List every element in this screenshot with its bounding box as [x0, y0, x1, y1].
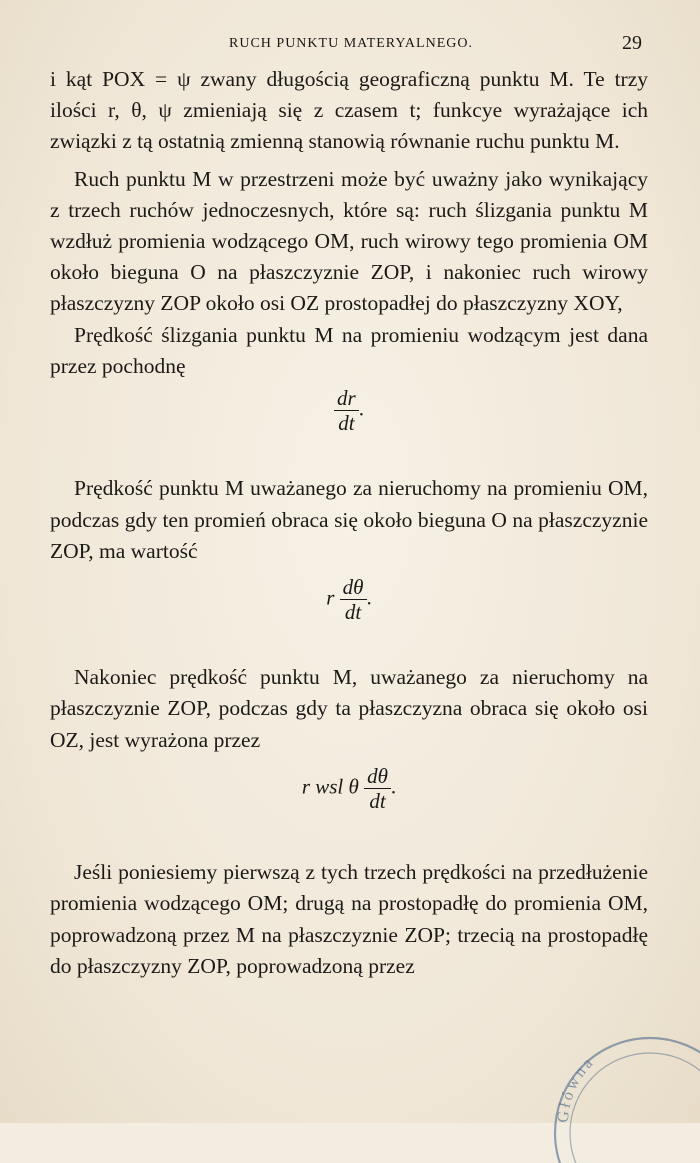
fraction-denominator: dt [338, 411, 355, 436]
fraction-numerator: dθ [364, 764, 391, 789]
formula-period: . [366, 585, 372, 610]
paragraph-4: Prędkość punktu M uważanego za nieruchomy na promieniu OM, podczas gdy ten promień obraca się około bieguna O na płaszczyznie ZOP, ma wartość [50, 476, 648, 563]
paragraph-5: Nakoniec prędkość punktu M, uważanego za nieruchomy na płaszczyznie ZOP, podczas gdy ta płaszczyzna obraca się około osi OZ, jest wyrażona przez [50, 665, 648, 752]
formula-r-wsl-theta [50, 764, 648, 813]
formula-r-dtheta-dt [50, 575, 648, 624]
formula-dr-dt [50, 386, 648, 435]
fraction-numerator: dθ [340, 575, 367, 600]
svg-text:Główna [555, 1053, 598, 1124]
library-stamp [540, 1013, 700, 1163]
stamp-text: Główna [554, 1052, 599, 1124]
paragraph-6: Jeśli poniesiemy pierwszą z tych trzech prędkości na przedłużenie promienia wodzącego OM; drugą na prostopadłę do promienia OM, poprowadzoną przez M na płaszczyznie ZOP; trzecią na prostopadłę do płaszczyzny ZOP, poprowadzoną przez [50, 860, 648, 978]
fraction-denominator: dt [344, 600, 362, 625]
fraction [364, 764, 391, 813]
formula-period: . [390, 774, 397, 799]
page-body [50, 64, 648, 982]
paragraph-1: i kąt POX = ψ zwany długością geograficzną punktu M. Te trzy ilości r, θ, ψ zmieniają się z czasem t; funkcye wyrażające ich związki z tą ostatnią zmienną stanowią równanie ruchu punktu M. [50, 67, 648, 154]
formula-period: . [358, 396, 364, 421]
page-number: 29 [622, 32, 642, 54]
fraction-denominator: dt [369, 788, 386, 813]
fraction [334, 386, 359, 435]
paragraph-2: Ruch punktu M w przestrzeni może być uważny jako wynikający z trzech ruchów jednoczesnych, które są: ruch ślizgania punktu M wzdłuż promienia wodzącego OM, ruch wirowy tego promienia OM około bieguna O na płaszczyznie ZOP, i nakoniec ruch wirowy płaszczyzny ZOP około osi OZ prostopadłej do płaszczyzny XOY, [50, 166, 648, 316]
paragraph-3: Prędkość ślizgania punktu M na promieniu wodzącym jest dana przez pochodnę [50, 322, 648, 378]
formula-prefix: r [326, 585, 335, 610]
running-title: RUCH PUNKTU MATERYALNEGO. [229, 36, 473, 51]
fraction-numerator: dr [334, 386, 359, 411]
formula-prefix: r wsl θ [301, 774, 359, 799]
page-header [60, 30, 642, 60]
fraction [340, 575, 367, 624]
